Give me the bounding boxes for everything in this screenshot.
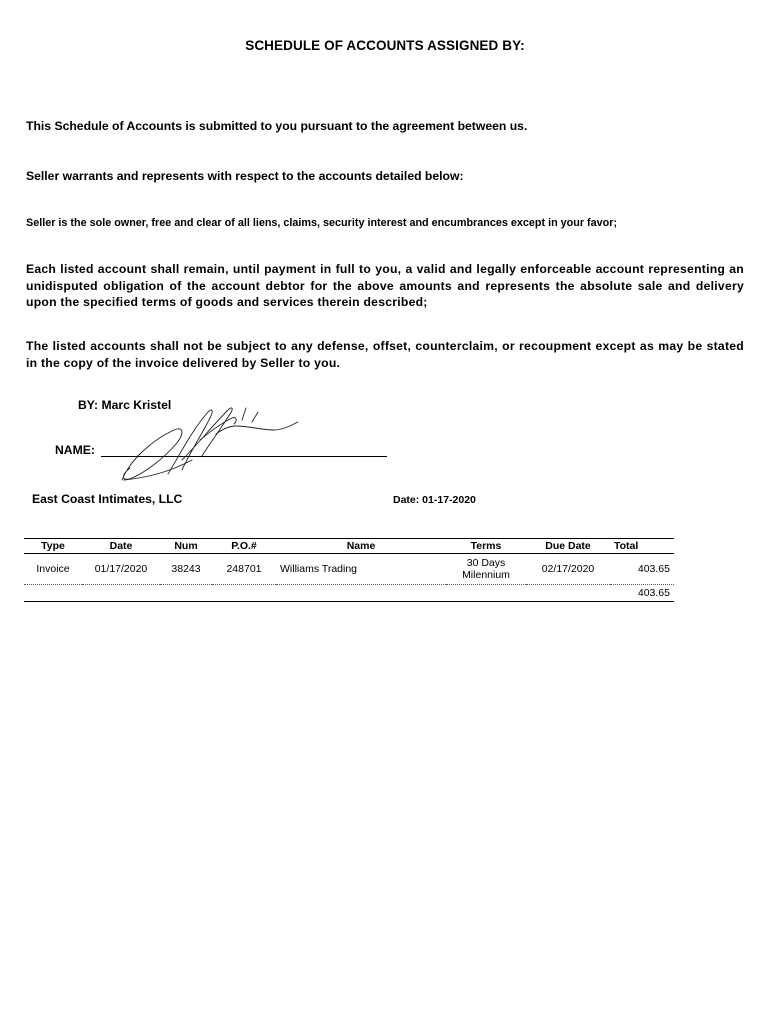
terms-line-1: 30 Days (466, 557, 506, 569)
cell-due-date: 02/17/2020 (526, 554, 610, 585)
company-name: East Coast Intimates, LLC (32, 492, 183, 506)
header-date: Date (82, 539, 160, 554)
header-po: P.O.# (212, 539, 276, 554)
header-type: Type (24, 539, 82, 554)
accounts-table (24, 538, 674, 602)
account-clause: Each listed account shall remain, until payment in full to you, a valid and legally enforceable account representing an unidisputed obligation of the account debtor for the above amounts and represents the absolute sale and delivery upon the specified terms of goods and services therein described; (26, 262, 744, 309)
name-label: NAME: (55, 443, 95, 457)
cell-name: Williams Trading (276, 554, 446, 585)
grand-total-row (24, 585, 674, 602)
terms-line-2: Milennium (462, 569, 510, 581)
table-row (24, 554, 674, 585)
intro-paragraph: This Schedule of Accounts is submitted to you pursuant to the agreement between us. (26, 119, 528, 133)
cell-terms (446, 554, 526, 585)
header-due-date: Due Date (526, 539, 610, 554)
table-header-row (24, 539, 674, 554)
defense-clause: The listed accounts shall not be subject to any defense, offset, counterclaim, or recoupment except as may be stated in the copy of the invoice delivered by Seller to you. (26, 339, 744, 370)
cell-num: 38243 (160, 554, 212, 585)
header-terms: Terms (446, 539, 526, 554)
document-date: Date: 01-17-2020 (393, 494, 476, 506)
signed-by-label: BY: Marc Kristel (78, 398, 172, 412)
warrants-paragraph: Seller warrants and represents with respect to the accounts detailed below: (26, 169, 464, 183)
grand-total: 403.65 (610, 585, 674, 602)
cell-type: Invoice (24, 554, 82, 585)
document-title: SCHEDULE OF ACCOUNTS ASSIGNED BY: (245, 38, 525, 53)
cell-date: 01/17/2020 (82, 554, 160, 585)
header-total: Total (610, 539, 674, 554)
header-name: Name (276, 539, 446, 554)
cell-total: 403.65 (610, 554, 674, 585)
cell-po: 248701 (212, 554, 276, 585)
header-num: Num (160, 539, 212, 554)
owner-clause: Seller is the sole owner, free and clear of all liens, claims, security interest and encumbrances except in your favor; (26, 217, 618, 229)
handwritten-signature (112, 400, 312, 488)
